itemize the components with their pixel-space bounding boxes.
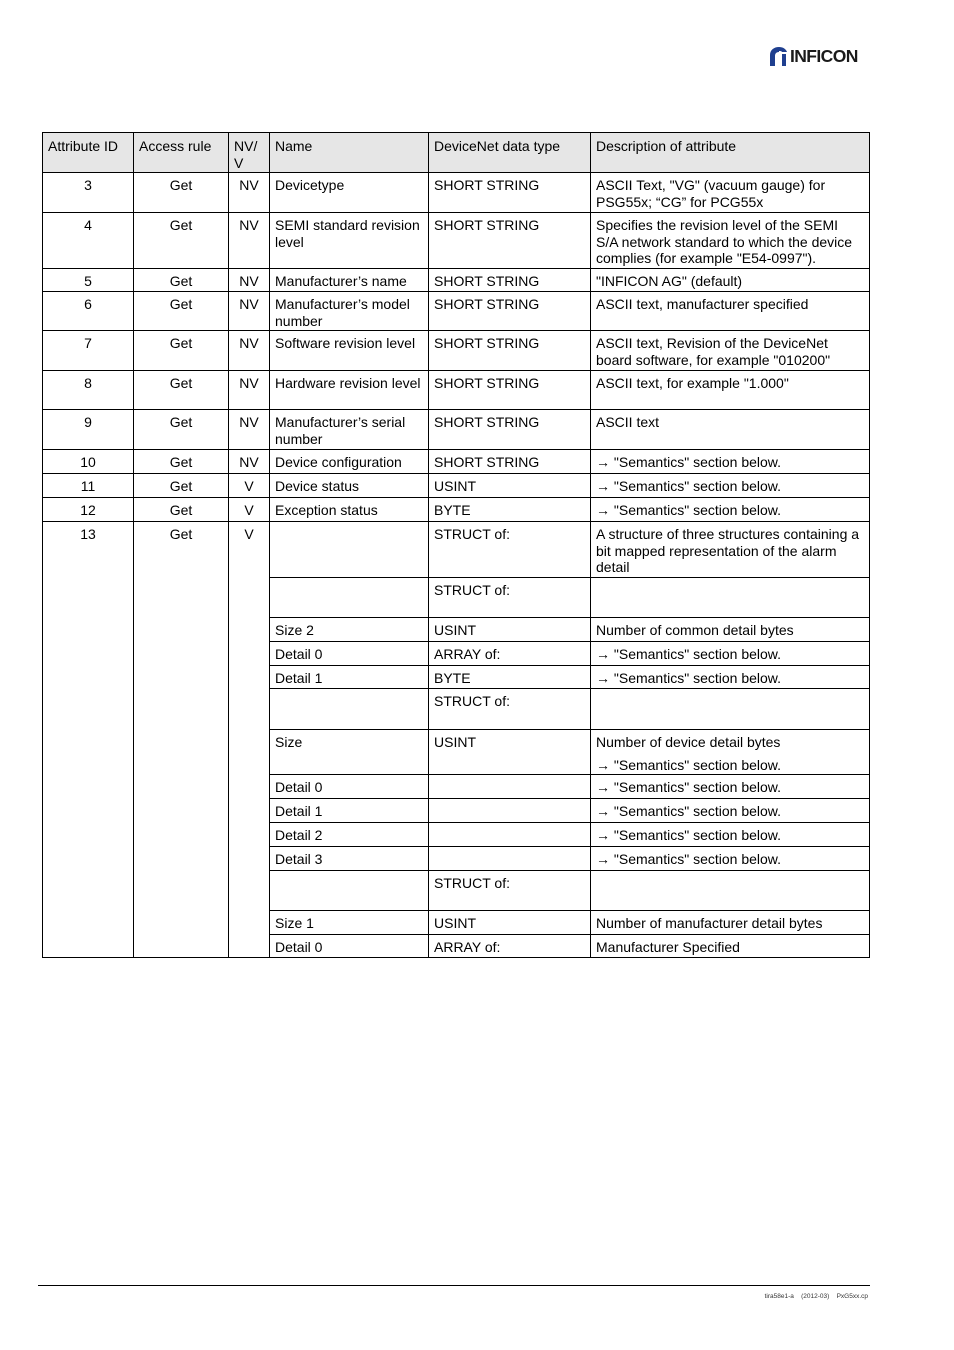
header-name: Name — [270, 133, 429, 173]
attribute-id-cell: 12 — [43, 498, 134, 522]
description-cell: → "Semantics" section below. — [591, 474, 870, 498]
access-rule-cell: Get — [134, 474, 229, 498]
brand-name: INFICON — [790, 46, 858, 66]
description-cell: ASCII text, manufacturer specified — [591, 292, 870, 331]
name-cell: Detail 0 — [270, 775, 429, 799]
data-type-cell: BYTE — [429, 666, 591, 689]
attribute-table — [42, 132, 870, 958]
name-cell: Detail 0 — [270, 642, 429, 666]
attribute-id-cell: 3 — [43, 173, 134, 213]
description-cell — [591, 871, 870, 911]
data-type-cell: ARRAY of: — [429, 642, 591, 666]
data-type-cell: SHORT STRING — [429, 371, 591, 410]
nv-cell: NV — [229, 173, 270, 213]
access-rule-cell: Get — [134, 410, 229, 450]
data-type-cell: USINT — [429, 730, 591, 775]
nv-cell: V — [229, 474, 270, 498]
inficon-logo-icon — [767, 44, 789, 68]
name-cell: Size 2 — [270, 618, 429, 642]
table-row — [43, 292, 870, 331]
attribute-id-cell: 7 — [43, 331, 134, 371]
description-cell: A structure of three structures containing a bit mapped representation of the alarm detail — [591, 522, 870, 578]
table-row — [43, 522, 870, 578]
description-cell: → "Semantics" section below. — [591, 642, 870, 666]
data-type-cell: SHORT STRING — [429, 213, 591, 269]
name-cell: Devicetype — [270, 173, 429, 213]
name-cell: Size — [270, 730, 429, 775]
table-row — [43, 498, 870, 522]
description-cell: → "Semantics" section below. — [591, 498, 870, 522]
attribute-id-cell: 6 — [43, 292, 134, 331]
table-row — [43, 474, 870, 498]
description-cell: ASCII text, Revision of the DeviceNet board software, for example "010200" — [591, 331, 870, 371]
data-type-cell: STRUCT of: — [429, 689, 591, 730]
data-type-cell: USINT — [429, 911, 591, 935]
nv-cell: NV — [229, 269, 270, 292]
description-cell: Manufacturer Specified — [591, 935, 870, 958]
name-cell: SEMI standard revision level — [270, 213, 429, 269]
footer-divider — [38, 1285, 870, 1286]
nv-cell: NV — [229, 450, 270, 474]
data-type-cell: STRUCT of: — [429, 578, 591, 618]
data-type-cell: USINT — [429, 474, 591, 498]
footer-doc-ref: tira58e1-a — [764, 1293, 794, 1300]
attribute-id-cell: 4 — [43, 213, 134, 269]
nv-cell: NV — [229, 410, 270, 450]
description-note: → "Semantics" section below. — [596, 756, 782, 773]
name-cell — [270, 522, 429, 578]
footer-reference — [765, 1293, 868, 1300]
name-cell: Manufacturer’s serial number — [270, 410, 429, 450]
name-cell: Detail 1 — [270, 666, 429, 689]
name-cell: Hardware revision level — [270, 371, 429, 410]
footer-date: (2012-03) — [801, 1293, 830, 1300]
data-type-cell: SHORT STRING — [429, 331, 591, 371]
table-row — [43, 213, 870, 269]
description-cell: Number of manufacturer detail bytes — [591, 911, 870, 935]
description-cell: Specifies the revision level of the SEMI S/A network standard to which the device complies (for example "E54-0997"). — [591, 213, 870, 269]
name-cell: Detail 2 — [270, 823, 429, 847]
data-type-cell — [429, 775, 591, 799]
access-rule-cell: Get — [134, 331, 229, 371]
table-row — [43, 371, 870, 410]
name-cell: Device status — [270, 474, 429, 498]
name-cell: Software revision level — [270, 331, 429, 371]
attribute-id-cell: 5 — [43, 269, 134, 292]
header-access-rule: Access rule — [134, 133, 229, 173]
nv-cell: V — [229, 522, 270, 958]
access-rule-cell: Get — [134, 522, 229, 958]
description-cell: → "Semantics" section below. — [591, 799, 870, 823]
table-row — [43, 269, 870, 292]
description-cell: → "Semantics" section below. — [591, 775, 870, 799]
description-cell — [591, 578, 870, 618]
description-cell — [591, 730, 870, 775]
data-type-cell: SHORT STRING — [429, 410, 591, 450]
description-cell: → "Semantics" section below. — [591, 666, 870, 689]
name-cell: Manufacturer’s model number — [270, 292, 429, 331]
name-cell: Detail 1 — [270, 799, 429, 823]
table-row — [43, 173, 870, 213]
nv-cell: NV — [229, 371, 270, 410]
description-cell: → "Semantics" section below. — [591, 450, 870, 474]
name-cell: Manufacturer’s name — [270, 269, 429, 292]
data-type-cell: STRUCT of: — [429, 871, 591, 911]
data-type-cell: BYTE — [429, 498, 591, 522]
header-description: Description of attribute — [591, 133, 870, 173]
nv-cell: NV — [229, 213, 270, 269]
data-type-cell: STRUCT of: — [429, 522, 591, 578]
access-rule-cell: Get — [134, 269, 229, 292]
data-type-cell — [429, 823, 591, 847]
table-row — [43, 331, 870, 371]
attribute-id-cell: 10 — [43, 450, 134, 474]
description-cell: ASCII Text, "VG" (vacuum gauge) for PSG55x; “CG” for PCG55x — [591, 173, 870, 213]
header-data-type: DeviceNet data type — [429, 133, 591, 173]
data-type-cell — [429, 847, 591, 871]
access-rule-cell: Get — [134, 292, 229, 331]
table-row — [43, 410, 870, 450]
attribute-id-cell: 13 — [43, 522, 134, 958]
table-row — [43, 450, 870, 474]
footer-file: PxG5xx.cp — [836, 1293, 868, 1300]
description-cell: ASCII text — [591, 410, 870, 450]
description-cell: → "Semantics" section below. — [591, 823, 870, 847]
access-rule-cell: Get — [134, 213, 229, 269]
name-cell — [270, 689, 429, 730]
attribute-id-cell: 8 — [43, 371, 134, 410]
name-cell: Exception status — [270, 498, 429, 522]
access-rule-cell: Get — [134, 498, 229, 522]
header-nv: NV/ V — [229, 133, 270, 173]
name-cell: Detail 3 — [270, 847, 429, 871]
nv-cell: V — [229, 498, 270, 522]
data-type-cell: SHORT STRING — [429, 450, 591, 474]
description-text: Number of device detail bytes — [596, 734, 781, 750]
attribute-id-cell: 9 — [43, 410, 134, 450]
attribute-id-cell: 11 — [43, 474, 134, 498]
nv-cell: NV — [229, 331, 270, 371]
name-cell: Device configuration — [270, 450, 429, 474]
data-type-cell: USINT — [429, 618, 591, 642]
description-cell: ASCII text, for example "1.000" — [591, 371, 870, 410]
name-cell — [270, 578, 429, 618]
nv-cell: NV — [229, 292, 270, 331]
description-cell: → "Semantics" section below. — [591, 847, 870, 871]
description-cell — [591, 689, 870, 730]
description-cell: Number of common detail bytes — [591, 618, 870, 642]
data-type-cell — [429, 799, 591, 823]
name-cell: Detail 0 — [270, 935, 429, 958]
name-cell: Size 1 — [270, 911, 429, 935]
access-rule-cell: Get — [134, 371, 229, 410]
data-type-cell: SHORT STRING — [429, 269, 591, 292]
data-type-cell: ARRAY of: — [429, 935, 591, 958]
description-cell: "INFICON AG" (default) — [591, 269, 870, 292]
header-attribute-id: Attribute ID — [43, 133, 134, 173]
name-cell — [270, 871, 429, 911]
access-rule-cell: Get — [134, 173, 229, 213]
inficon-logo — [767, 44, 858, 68]
table-header-row — [43, 133, 870, 173]
data-type-cell: SHORT STRING — [429, 173, 591, 213]
data-type-cell: SHORT STRING — [429, 292, 591, 331]
access-rule-cell: Get — [134, 450, 229, 474]
